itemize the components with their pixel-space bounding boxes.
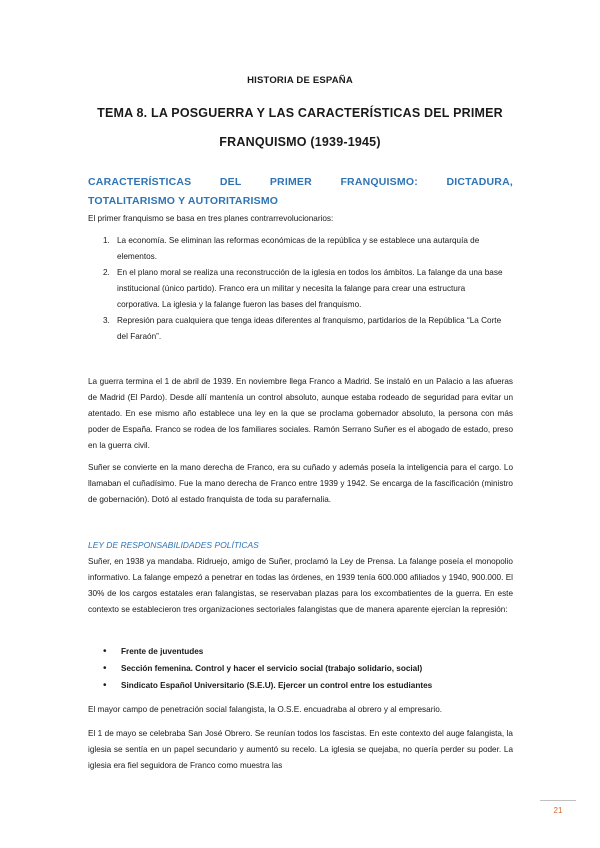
page-title-line-1: TEMA 8. LA POSGUERRA Y LAS CARACTERÍSTICAS DEL PRIMER	[97, 106, 503, 120]
subsection-heading: LEY DE RESPONSABILIDADES POLÍTICAS	[88, 540, 259, 550]
list-item	[103, 313, 508, 345]
list-item	[103, 677, 508, 694]
list-item	[103, 265, 508, 313]
list-item	[103, 643, 508, 660]
list-number: 1.	[103, 236, 110, 245]
paragraph: El 1 de mayo se celebraba San José Obrero. Se reunían todos los fascistas. En este contexto del auge falangista, la iglesia se sentía en un papel secundario y aumentó su recelo. La iglesia se quejaba, no quería perder su poder. La iglesia era fiel seguidora de Franco como muestra las	[88, 729, 513, 770]
list-item-text: En el plano moral se realiza una reconstrucción de la iglesia en todos los ámbitos. La falange da una base institucional (único partido). Franco era un militar y necesita la falange para crear una estructura corporativa. La iglesia y la falange fueron las bases del franquismo.	[117, 268, 503, 309]
subject-header: HISTORIA DE ESPAÑA	[247, 75, 353, 86]
paragraph: Suñer se convierte en la mano derecha de Franco, era su cuñado y además poseía la inteligencia para el cargo. Lo llamaban el cuñadísimo. Fue la mano derecha de Franco entre 1939 y 1942. Se encarga de la fascificación (ministro de gobernación). Dotó al estado franquista de toda su parafernalia.	[88, 463, 513, 504]
section-heading-line-1: CARACTERÍSTICAS DEL PRIMER FRANQUISMO: DICTADURA,	[88, 176, 513, 188]
paragraph: El mayor campo de penetración social falangista, la O.S.E. encuadraba al obrero y al empresario.	[88, 705, 443, 714]
bullet-list	[103, 643, 508, 694]
list-item-text: Frente de juventudes	[121, 647, 204, 656]
bullet-icon: •	[103, 680, 107, 691]
paragraph: La guerra termina el 1 de abril de 1939. En noviembre llega Franco a Madrid. Se instaló en un Palacio a las afueras de Madrid (El Pardo). Desde allí mantenía un control absoluto, aunque estaba rodeado de seguridad para evitar un atentado. En ese mismo año establece una ley en la que se proclama gobernador absoluto, la persona con más poder de España. Franco se rodea de los familiares sociales. Ramón Serrano Suñer es el abogado de estado, preso en la guerra civil.	[88, 377, 513, 450]
page-number: 21	[553, 806, 563, 815]
list-item	[103, 660, 508, 677]
list-item	[103, 233, 508, 265]
list-item-text: Represión para cualquiera que tenga ideas diferentes al franquismo, partidarios de la República “La Corte del Faraón”.	[117, 316, 502, 341]
list-number: 2.	[103, 268, 110, 277]
numbered-list	[103, 233, 508, 345]
list-item-text: Sindicato Español Universitario (S.E.U). Ejercer un control entre los estudiantes	[121, 681, 433, 690]
footer-divider	[540, 800, 576, 801]
paragraph: Suñer, en 1938 ya mandaba. Ridruejo, amigo de Suñer, proclamó la Ley de Prensa. La falange poseía el monopolio informativo. La falange empezó a penetrar en todas las órdenes, en 1939 tenía 600.000 afiliados y 1940, 900.000. El 30% de los cargos estatales eran falangistas, se reservaban plazas para los excombatientes de la guerra. En este contexto se establecieron tres organizaciones sectoriales falangistas que de manera aparente ejercían la represión:	[88, 557, 513, 614]
bullet-icon: •	[103, 663, 107, 674]
section-heading-line-2: TOTALITARISMO Y AUTORITARISMO	[88, 195, 279, 207]
list-item-text: La economía. Se eliminan las reformas económicas de la república y se establece una autarquía de elementos.	[117, 236, 480, 261]
bullet-icon: •	[103, 646, 107, 657]
page-title-line-2: FRANQUISMO (1939-1945)	[219, 135, 381, 149]
list-item-text: Sección femenina. Control y hacer el servicio social (trabajo solidario, social)	[121, 664, 423, 673]
list-number: 3.	[103, 316, 110, 325]
intro-paragraph: El primer franquismo se basa en tres planes contrarrevolucionarios:	[88, 214, 334, 223]
